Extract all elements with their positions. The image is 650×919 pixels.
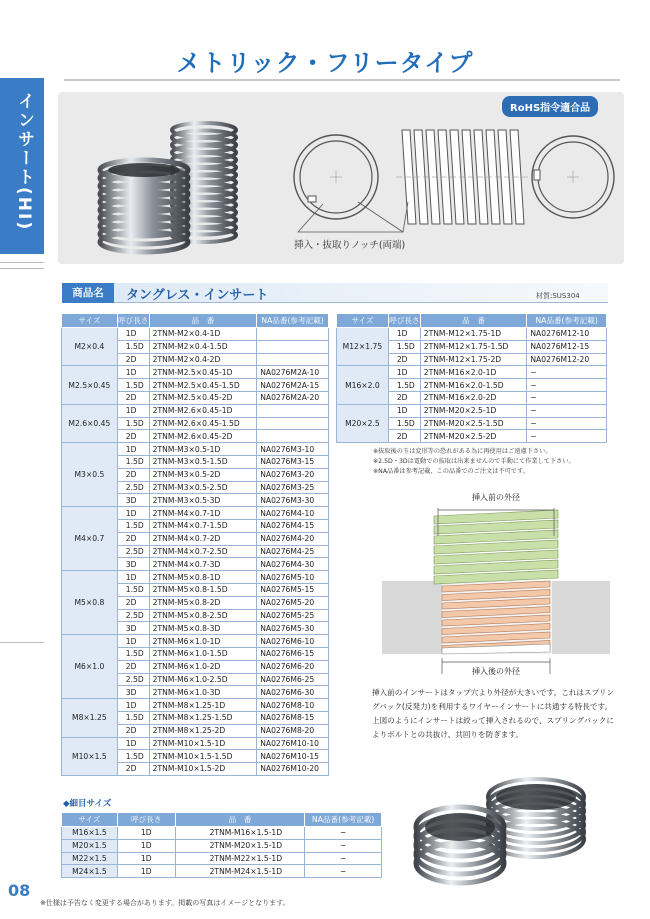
len-cell: 2D — [117, 468, 149, 481]
notch-label: 挿入・抜取りノッチ(両端) — [294, 240, 406, 251]
spec-table-left — [61, 313, 329, 776]
len-cell: 1D — [117, 507, 149, 520]
side-view-coil — [396, 130, 528, 224]
end-view-left — [294, 135, 378, 219]
insert-photo-bottom — [396, 765, 606, 895]
insertion-diagram — [382, 488, 610, 680]
notes — [373, 447, 575, 477]
size-cell: M4×0.7 — [62, 507, 118, 571]
len-cell: 1D — [388, 404, 420, 417]
col-header-length: 呼び長さ — [117, 314, 149, 328]
size-cell: M3×0.5 — [62, 443, 118, 507]
rohs-badge: RoHS指令適合品 — [502, 96, 598, 117]
na-cell: NA0276M12-10 — [527, 328, 607, 341]
size-cell: M2.6×0.45 — [62, 404, 118, 442]
table-row — [62, 865, 382, 878]
fine-cell: − — [305, 852, 382, 865]
len-cell: 1.5D — [388, 379, 420, 392]
len-cell: 2D — [117, 391, 149, 404]
size-cell: M2×0.4 — [62, 328, 118, 366]
table-row — [62, 737, 329, 750]
fine-cell: M22×1.5 — [62, 852, 118, 865]
material-label: 材質:SUS304 — [536, 292, 580, 300]
len-cell: 1D — [117, 635, 149, 648]
na-cell: − — [527, 430, 607, 443]
part-cell: 2TNM-M4×0.7-2D — [149, 532, 257, 545]
side-tab — [0, 78, 44, 254]
len-cell: 3D — [117, 494, 149, 507]
part-cell: 2TNM-M4×0.7-3D — [149, 558, 257, 571]
len-cell: 2D — [388, 353, 420, 366]
len-cell: 1D — [117, 571, 149, 584]
part-cell: 2TNM-M6×1.0-1D — [149, 635, 257, 648]
len-cell: 3D — [117, 558, 149, 571]
len-cell: 1D — [117, 737, 149, 750]
part-cell: 2TNM-M10×1.5-1D — [149, 737, 257, 750]
product-name: タングレス・インサート — [126, 288, 269, 303]
len-cell: 1.5D — [388, 417, 420, 430]
part-cell: 2TNM-M5×0.8-2.5D — [149, 609, 257, 622]
len-cell: 1.5D — [117, 583, 149, 596]
part-cell: 2TNM-M5×0.8-1D — [149, 571, 257, 584]
page-number: 08 — [8, 881, 31, 900]
part-cell: 2TNM-M6×1.0-2D — [149, 660, 257, 673]
description: 挿入前のインサートはタップ穴より外径が大きいです。これはスプリングバック(反発力)を利用するワイヤーインサートに共通する特長です。上図のようにインサートは絞って挿入されるので、スプリングバックによりボルトとの共抜け、共回りを防ぎます。 — [372, 688, 615, 739]
len-cell: 3D — [117, 686, 149, 699]
len-cell: 1D — [117, 443, 149, 456]
part-cell: 2TNM-M20×2.5-1D — [420, 404, 527, 417]
part-cell: 2TNM-M6×1.0-1.5D — [149, 647, 257, 660]
len-cell: 2D — [117, 430, 149, 443]
col-header-part: 品 番 — [420, 314, 527, 328]
part-cell: 2TNM-M3×0.5-1.5D — [149, 455, 257, 468]
part-cell: 2TNM-M2.5×0.45-2D — [149, 391, 257, 404]
na-cell — [257, 430, 329, 443]
footnote: ※仕様は予告なく変更する場合があります。掲載の写真はイメージとなります。 — [40, 899, 290, 907]
len-cell: 1.5D — [117, 455, 149, 468]
part-cell: 2TNM-M3×0.5-2D — [149, 468, 257, 481]
fine-size-table — [61, 812, 382, 878]
product-name-tag: 商品名 — [62, 283, 114, 303]
na-cell — [257, 328, 329, 341]
spec-table-right — [336, 313, 607, 443]
title-rule — [64, 79, 620, 81]
len-cell: 3D — [117, 622, 149, 635]
table-row — [62, 699, 329, 712]
col-header-size: サイズ — [62, 314, 118, 328]
na-cell — [257, 404, 329, 417]
part-cell: 2TNM-M6×1.0-2.5D — [149, 673, 257, 686]
col-header-part: 品 番 — [175, 813, 305, 827]
size-cell: M12×1.75 — [337, 328, 389, 366]
na-cell: − — [527, 366, 607, 379]
len-cell: 1D — [117, 328, 149, 341]
table-row — [62, 507, 329, 520]
table-row — [62, 571, 329, 584]
na-cell: NA0276M6-15 — [257, 647, 329, 660]
na-cell: NA0276M5-30 — [257, 622, 329, 635]
table-row — [337, 366, 607, 379]
col-header-size: サイズ — [62, 813, 118, 827]
len-cell: 2.5D — [117, 545, 149, 558]
table-row — [62, 443, 329, 456]
na-cell: NA0276M12-15 — [527, 340, 607, 353]
col-header-size: サイズ — [337, 314, 389, 328]
len-cell: 1D — [117, 699, 149, 712]
na-cell — [257, 353, 329, 366]
fine-cell: M24×1.5 — [62, 865, 118, 878]
len-cell: 2D — [117, 596, 149, 609]
na-cell: NA0276M3-15 — [257, 455, 329, 468]
part-cell: 2TNM-M4×0.7-2.5D — [149, 545, 257, 558]
na-cell: NA0276M3-20 — [257, 468, 329, 481]
note: ※抜取後の玉は変形等の恐れがある為に再使用はご遠慮下さい。 — [373, 448, 552, 455]
part-cell: 2TNM-M6×1.0-3D — [149, 686, 257, 699]
part-cell: 2TNM-M4×0.7-1.5D — [149, 519, 257, 532]
table-row — [62, 852, 382, 865]
table-row — [62, 366, 329, 379]
part-cell: 2TNM-M10×1.5-1.5D — [149, 750, 257, 763]
na-cell: NA0276M6-25 — [257, 673, 329, 686]
side-divider — [0, 268, 44, 269]
na-cell: NA0276M6-20 — [257, 660, 329, 673]
len-cell: 1.5D — [117, 519, 149, 532]
fine-cell: 2TNM-M20×1.5-1D — [175, 839, 305, 852]
part-cell: 2TNM-M3×0.5-1D — [149, 443, 257, 456]
na-cell: NA0276M4-20 — [257, 532, 329, 545]
part-cell: 2TNM-M20×2.5-1.5D — [420, 417, 527, 430]
na-cell: NA0276M4-25 — [257, 545, 329, 558]
part-cell: 2TNM-M2.6×0.45-2D — [149, 430, 257, 443]
len-cell: 2D — [388, 430, 420, 443]
after-diameter-label: 挿入後の外径 — [472, 667, 520, 676]
fine-cell: 1D — [117, 852, 175, 865]
size-cell: M6×1.0 — [62, 635, 118, 699]
len-cell: 2.5D — [117, 481, 149, 494]
part-cell: 2TNM-M5×0.8-1.5D — [149, 583, 257, 596]
len-cell: 2D — [388, 391, 420, 404]
part-cell: 2TNM-M5×0.8-2D — [149, 596, 257, 609]
size-cell: M5×0.8 — [62, 571, 118, 635]
na-cell: NA0276M5-15 — [257, 583, 329, 596]
part-cell: 2TNM-M2×0.4-2D — [149, 353, 257, 366]
na-cell: NA0276M8-20 — [257, 724, 329, 737]
len-cell: 1.5D — [117, 379, 149, 392]
na-cell — [257, 340, 329, 353]
fine-cell: 2TNM-M22×1.5-1D — [175, 852, 305, 865]
len-cell: 1D — [388, 366, 420, 379]
table-row — [62, 827, 382, 840]
len-cell: 2D — [117, 724, 149, 737]
table-row — [62, 635, 329, 648]
part-cell: 2TNM-M2.6×0.45-1D — [149, 404, 257, 417]
part-cell: 2TNM-M8×1.25-2D — [149, 724, 257, 737]
page-title: メトリック・フリータイプ — [176, 49, 474, 77]
len-cell: 2D — [117, 763, 149, 776]
part-cell: 2TNM-M2.6×0.45-1.5D — [149, 417, 257, 430]
part-cell: 2TNM-M10×1.5-2D — [149, 763, 257, 776]
len-cell: 1.5D — [117, 340, 149, 353]
table-row — [337, 404, 607, 417]
part-cell: 2TNM-M3×0.5-3D — [149, 494, 257, 507]
fine-cell: − — [305, 839, 382, 852]
na-cell: NA0276M2A-20 — [257, 391, 329, 404]
na-cell: NA0276M6-30 — [257, 686, 329, 699]
col-header-na: NA品番(参考記載) — [305, 813, 382, 827]
fine-cell: − — [305, 827, 382, 840]
na-cell: − — [527, 417, 607, 430]
na-cell: NA0276M4-30 — [257, 558, 329, 571]
end-view-right — [532, 136, 614, 218]
len-cell: 2.5D — [117, 609, 149, 622]
fine-cell: 1D — [117, 827, 175, 840]
part-cell: 2TNM-M8×1.25-1.5D — [149, 711, 257, 724]
size-cell: M20×2.5 — [337, 404, 389, 442]
len-cell: 1.5D — [117, 417, 149, 430]
na-cell: NA0276M2A-15 — [257, 379, 329, 392]
size-cell: M8×1.25 — [62, 699, 118, 737]
na-cell: NA0276M4-10 — [257, 507, 329, 520]
len-cell: 1.5D — [117, 750, 149, 763]
table-row — [62, 328, 329, 341]
fine-cell: 2TNM-M24×1.5-1D — [175, 865, 305, 878]
part-cell: 2TNM-M12×1.75-1.5D — [420, 340, 527, 353]
len-cell: 1.5D — [388, 340, 420, 353]
part-cell: 2TNM-M2×0.4-1.5D — [149, 340, 257, 353]
na-cell: − — [527, 379, 607, 392]
part-cell: 2TNM-M3×0.5-2.5D — [149, 481, 257, 494]
insert-photo — [100, 123, 236, 252]
fine-cell: − — [305, 865, 382, 878]
na-cell: NA0276M8-15 — [257, 711, 329, 724]
na-cell: NA0276M10-15 — [257, 750, 329, 763]
part-cell: 2TNM-M2×0.4-1D — [149, 328, 257, 341]
len-cell: 1D — [117, 404, 149, 417]
na-cell: NA0276M5-25 — [257, 609, 329, 622]
na-cell: NA0276M4-15 — [257, 519, 329, 532]
na-cell: NA0276M12-20 — [527, 353, 607, 366]
size-cell: M10×1.5 — [62, 737, 118, 775]
fine-cell: M16×1.5 — [62, 827, 118, 840]
table-row — [62, 839, 382, 852]
part-cell: 2TNM-M16×2.0-1.5D — [420, 379, 527, 392]
fine-cell: 1D — [117, 839, 175, 852]
part-cell: 2TNM-M5×0.8-3D — [149, 622, 257, 635]
part-cell: 2TNM-M8×1.25-1D — [149, 699, 257, 712]
na-cell: NA0276M2A-10 — [257, 366, 329, 379]
part-cell: 2TNM-M16×2.0-1D — [420, 366, 527, 379]
part-cell: 2TNM-M16×2.0-2D — [420, 391, 527, 404]
len-cell: 2D — [117, 353, 149, 366]
fine-cell: 1D — [117, 865, 175, 878]
part-cell: 2TNM-M12×1.75-1D — [420, 328, 527, 341]
len-cell: 1D — [388, 328, 420, 341]
fine-cell: 2TNM-M16×1.5-1D — [175, 827, 305, 840]
col-header-length: 呼び長さ — [388, 314, 420, 328]
len-cell: 2.5D — [117, 673, 149, 686]
col-header-na: NA品番(参考記載) — [257, 314, 329, 328]
na-cell: NA0276M6-10 — [257, 635, 329, 648]
fine-cell: M20×1.5 — [62, 839, 118, 852]
size-cell: M2.5×0.45 — [62, 366, 118, 404]
table-row — [337, 328, 607, 341]
len-cell: 2D — [117, 532, 149, 545]
na-cell: − — [527, 391, 607, 404]
side-tab-label: インサート(HI) — [14, 92, 34, 232]
len-cell: 1.5D — [117, 647, 149, 660]
part-cell: 2TNM-M12×1.75-2D — [420, 353, 527, 366]
na-cell: NA0276M10-20 — [257, 763, 329, 776]
size-cell: M16×2.0 — [337, 366, 389, 404]
side-divider — [0, 262, 44, 263]
na-cell: NA0276M5-10 — [257, 571, 329, 584]
table-row — [62, 404, 329, 417]
col-header-part: 品 番 — [149, 314, 257, 328]
na-cell: NA0276M8-10 — [257, 699, 329, 712]
na-cell: NA0276M10-10 — [257, 737, 329, 750]
na-cell — [257, 417, 329, 430]
note: ※2.5D・3Dは電動での抜取は出来ませんので手動にて作業して下さい。 — [373, 458, 575, 465]
len-cell: 1D — [117, 366, 149, 379]
na-cell: NA0276M5-20 — [257, 596, 329, 609]
len-cell: 2D — [117, 660, 149, 673]
part-cell: 2TNM-M20×2.5-2D — [420, 430, 527, 443]
na-cell: − — [527, 404, 607, 417]
na-cell: NA0276M3-25 — [257, 481, 329, 494]
na-cell: NA0276M3-10 — [257, 443, 329, 456]
col-header-length: 呼び長さ — [117, 813, 175, 827]
part-cell: 2TNM-M4×0.7-1D — [149, 507, 257, 520]
part-cell: 2TNM-M2.5×0.45-1.5D — [149, 379, 257, 392]
na-cell: NA0276M3-30 — [257, 494, 329, 507]
len-cell: 1.5D — [117, 711, 149, 724]
side-divider — [0, 642, 44, 643]
col-header-na: NA品番(参考記載) — [527, 314, 607, 328]
fine-size-title: ◆細目サイズ — [63, 799, 112, 809]
note: ※NA品番は参考記載、この品番でのご注文は不可です。 — [373, 468, 529, 475]
part-cell: 2TNM-M2.5×0.45-1D — [149, 366, 257, 379]
before-diameter-label: 挿入前の外径 — [472, 493, 520, 502]
